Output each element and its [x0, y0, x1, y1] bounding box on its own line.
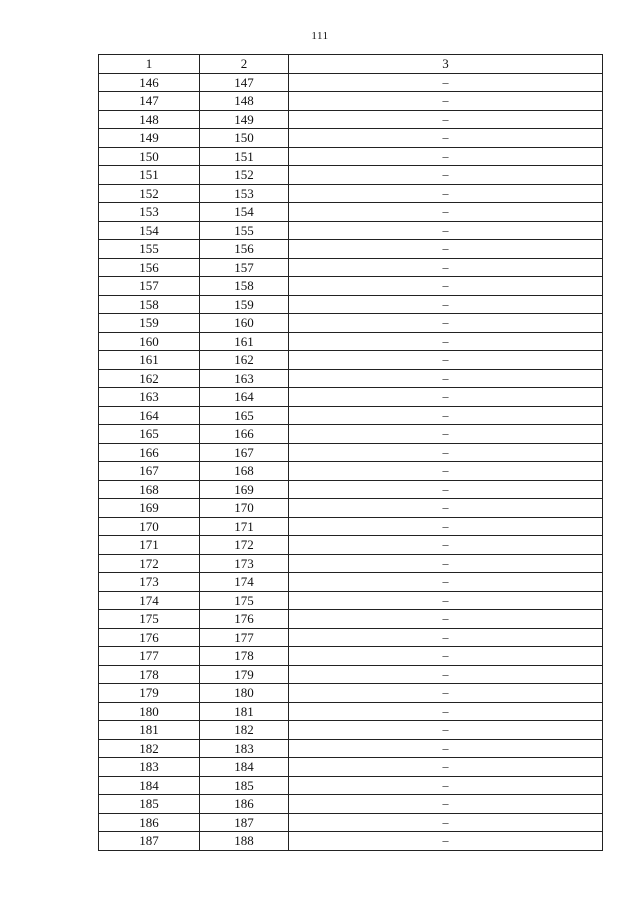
table-cell-col-3: – — [289, 425, 603, 444]
table-row — [99, 295, 603, 314]
table-cell-col-3: – — [289, 277, 603, 296]
table-cell-col-3: – — [289, 684, 603, 703]
table-row — [99, 184, 603, 203]
table-cell-col-1: 147 — [99, 92, 200, 111]
table-cell-col-1: 183 — [99, 758, 200, 777]
page-number: 111 — [311, 30, 329, 42]
table-cell-col-2: 173 — [200, 554, 289, 573]
table-row — [99, 73, 603, 92]
table-cell-col-2: 160 — [200, 314, 289, 333]
table-cell-col-2: 163 — [200, 369, 289, 388]
table-row — [99, 573, 603, 592]
table-cell-col-1: 162 — [99, 369, 200, 388]
table-cell-col-2: 168 — [200, 462, 289, 481]
table-cell-col-3: – — [289, 480, 603, 499]
table-row — [99, 499, 603, 518]
table-row — [99, 351, 603, 370]
table-cell-col-2: 161 — [200, 332, 289, 351]
table-cell-col-3: – — [289, 369, 603, 388]
table-row — [99, 425, 603, 444]
table-cell-col-1: 187 — [99, 832, 200, 851]
table-cell-col-3: – — [289, 332, 603, 351]
table-cell-col-3: – — [289, 166, 603, 185]
table-row — [99, 813, 603, 832]
table-cell-col-2: 165 — [200, 406, 289, 425]
table-cell-col-2: 148 — [200, 92, 289, 111]
table-cell-col-3: – — [289, 739, 603, 758]
table-cell-col-3: – — [289, 758, 603, 777]
table-row — [99, 166, 603, 185]
table-cell-col-1: 164 — [99, 406, 200, 425]
table-cell-col-1: 172 — [99, 554, 200, 573]
table-cell-col-2: 184 — [200, 758, 289, 777]
table-row — [99, 406, 603, 425]
table-cell-col-2: 171 — [200, 517, 289, 536]
table-cell-col-1: 181 — [99, 721, 200, 740]
table-cell-col-3: – — [289, 462, 603, 481]
table-cell-col-3: – — [289, 591, 603, 610]
table-row — [99, 388, 603, 407]
column-header-3: 3 — [289, 55, 603, 74]
table-cell-col-3: – — [289, 795, 603, 814]
table-cell-col-2: 164 — [200, 388, 289, 407]
table-cell-col-1: 150 — [99, 147, 200, 166]
table-cell-col-2: 152 — [200, 166, 289, 185]
table-cell-col-2: 158 — [200, 277, 289, 296]
table-cell-col-1: 154 — [99, 221, 200, 240]
table-cell-col-1: 186 — [99, 813, 200, 832]
table-cell-col-1: 167 — [99, 462, 200, 481]
table-cell-col-2: 157 — [200, 258, 289, 277]
table-cell-col-1: 166 — [99, 443, 200, 462]
table-cell-col-3: – — [289, 665, 603, 684]
table-cell-col-1: 148 — [99, 110, 200, 129]
table-cell-col-3: – — [289, 554, 603, 573]
column-header-1: 1 — [99, 55, 200, 74]
table-row — [99, 665, 603, 684]
table-row — [99, 647, 603, 666]
table-row — [99, 721, 603, 740]
table-cell-col-2: 166 — [200, 425, 289, 444]
table-row — [99, 610, 603, 629]
table-cell-col-3: – — [289, 203, 603, 222]
table-cell-col-1: 146 — [99, 73, 200, 92]
table-cell-col-1: 184 — [99, 776, 200, 795]
table-row — [99, 702, 603, 721]
table-cell-col-2: 183 — [200, 739, 289, 758]
table-cell-col-3: – — [289, 832, 603, 851]
table-cell-col-1: 156 — [99, 258, 200, 277]
table-cell-col-1: 170 — [99, 517, 200, 536]
table-row — [99, 203, 603, 222]
table-cell-col-2: 175 — [200, 591, 289, 610]
table-cell-col-2: 176 — [200, 610, 289, 629]
table-cell-col-2: 188 — [200, 832, 289, 851]
table-row — [99, 554, 603, 573]
table-cell-col-3: – — [289, 129, 603, 148]
table-cell-col-2: 167 — [200, 443, 289, 462]
table-cell-col-3: – — [289, 351, 603, 370]
table-cell-col-3: – — [289, 443, 603, 462]
table-cell-col-3: – — [289, 536, 603, 555]
table-cell-col-2: 187 — [200, 813, 289, 832]
table-cell-col-1: 158 — [99, 295, 200, 314]
table-row — [99, 795, 603, 814]
table-cell-col-1: 151 — [99, 166, 200, 185]
table-cell-col-2: 179 — [200, 665, 289, 684]
table-cell-col-3: – — [289, 647, 603, 666]
table-cell-col-2: 180 — [200, 684, 289, 703]
table-cell-col-3: – — [289, 517, 603, 536]
table-cell-col-3: – — [289, 73, 603, 92]
table-cell-col-3: – — [289, 388, 603, 407]
table-row — [99, 277, 603, 296]
table-cell-col-2: 155 — [200, 221, 289, 240]
table-row — [99, 480, 603, 499]
table-cell-col-1: 179 — [99, 684, 200, 703]
table-row — [99, 758, 603, 777]
table-cell-col-2: 153 — [200, 184, 289, 203]
table-row — [99, 221, 603, 240]
table-cell-col-3: – — [289, 221, 603, 240]
table-cell-col-1: 176 — [99, 628, 200, 647]
table-cell-col-3: – — [289, 258, 603, 277]
table-cell-col-3: – — [289, 110, 603, 129]
table-cell-col-1: 185 — [99, 795, 200, 814]
table-cell-col-3: – — [289, 628, 603, 647]
table-row — [99, 628, 603, 647]
table-row — [99, 332, 603, 351]
table-cell-col-1: 161 — [99, 351, 200, 370]
table-cell-col-2: 174 — [200, 573, 289, 592]
table-cell-col-3: – — [289, 610, 603, 629]
table-cell-col-2: 149 — [200, 110, 289, 129]
table-cell-col-2: 177 — [200, 628, 289, 647]
table-cell-col-1: 157 — [99, 277, 200, 296]
table-row — [99, 462, 603, 481]
table-row — [99, 147, 603, 166]
table-cell-col-1: 159 — [99, 314, 200, 333]
table-row — [99, 443, 603, 462]
table-cell-col-1: 174 — [99, 591, 200, 610]
table-cell-col-1: 168 — [99, 480, 200, 499]
table-cell-col-1: 160 — [99, 332, 200, 351]
table-row — [99, 776, 603, 795]
table-cell-col-2: 182 — [200, 721, 289, 740]
table-row — [99, 832, 603, 851]
table-cell-col-2: 159 — [200, 295, 289, 314]
data-table — [98, 54, 603, 851]
table-cell-col-2: 147 — [200, 73, 289, 92]
table-cell-col-1: 163 — [99, 388, 200, 407]
table-row — [99, 314, 603, 333]
table-cell-col-1: 180 — [99, 702, 200, 721]
table-cell-col-1: 177 — [99, 647, 200, 666]
table-cell-col-2: 170 — [200, 499, 289, 518]
table-cell-col-2: 185 — [200, 776, 289, 795]
table-cell-col-2: 162 — [200, 351, 289, 370]
table-cell-col-2: 181 — [200, 702, 289, 721]
table-cell-col-3: – — [289, 240, 603, 259]
table-row — [99, 517, 603, 536]
table-cell-col-2: 150 — [200, 129, 289, 148]
table-row — [99, 369, 603, 388]
table-cell-col-3: – — [289, 499, 603, 518]
table-row — [99, 240, 603, 259]
table-cell-col-3: – — [289, 184, 603, 203]
table-cell-col-1: 155 — [99, 240, 200, 259]
table-cell-col-3: – — [289, 721, 603, 740]
table-cell-col-1: 149 — [99, 129, 200, 148]
table-row — [99, 591, 603, 610]
table-row — [99, 536, 603, 555]
table-cell-col-3: – — [289, 314, 603, 333]
table-row — [99, 129, 603, 148]
table-cell-col-2: 169 — [200, 480, 289, 499]
table-row — [99, 110, 603, 129]
table-cell-col-3: – — [289, 295, 603, 314]
table-body — [99, 73, 603, 850]
table-cell-col-2: 156 — [200, 240, 289, 259]
table-cell-col-1: 171 — [99, 536, 200, 555]
table-cell-col-3: – — [289, 776, 603, 795]
column-header-2: 2 — [200, 55, 289, 74]
table-row — [99, 684, 603, 703]
table-cell-col-2: 172 — [200, 536, 289, 555]
table-cell-col-3: – — [289, 92, 603, 111]
table-cell-col-2: 151 — [200, 147, 289, 166]
table-cell-col-1: 169 — [99, 499, 200, 518]
table-cell-col-2: 178 — [200, 647, 289, 666]
table-cell-col-3: – — [289, 147, 603, 166]
table-header-row — [99, 55, 603, 74]
table-cell-col-1: 178 — [99, 665, 200, 684]
table-row — [99, 258, 603, 277]
table-cell-col-3: – — [289, 573, 603, 592]
table-cell-col-1: 152 — [99, 184, 200, 203]
table-cell-col-2: 186 — [200, 795, 289, 814]
table-cell-col-1: 153 — [99, 203, 200, 222]
table-cell-col-2: 154 — [200, 203, 289, 222]
table-cell-col-3: – — [289, 702, 603, 721]
table-row — [99, 739, 603, 758]
table-cell-col-1: 175 — [99, 610, 200, 629]
table-cell-col-1: 182 — [99, 739, 200, 758]
table-cell-col-1: 173 — [99, 573, 200, 592]
table-row — [99, 92, 603, 111]
table-cell-col-1: 165 — [99, 425, 200, 444]
table-cell-col-3: – — [289, 813, 603, 832]
table-cell-col-3: – — [289, 406, 603, 425]
